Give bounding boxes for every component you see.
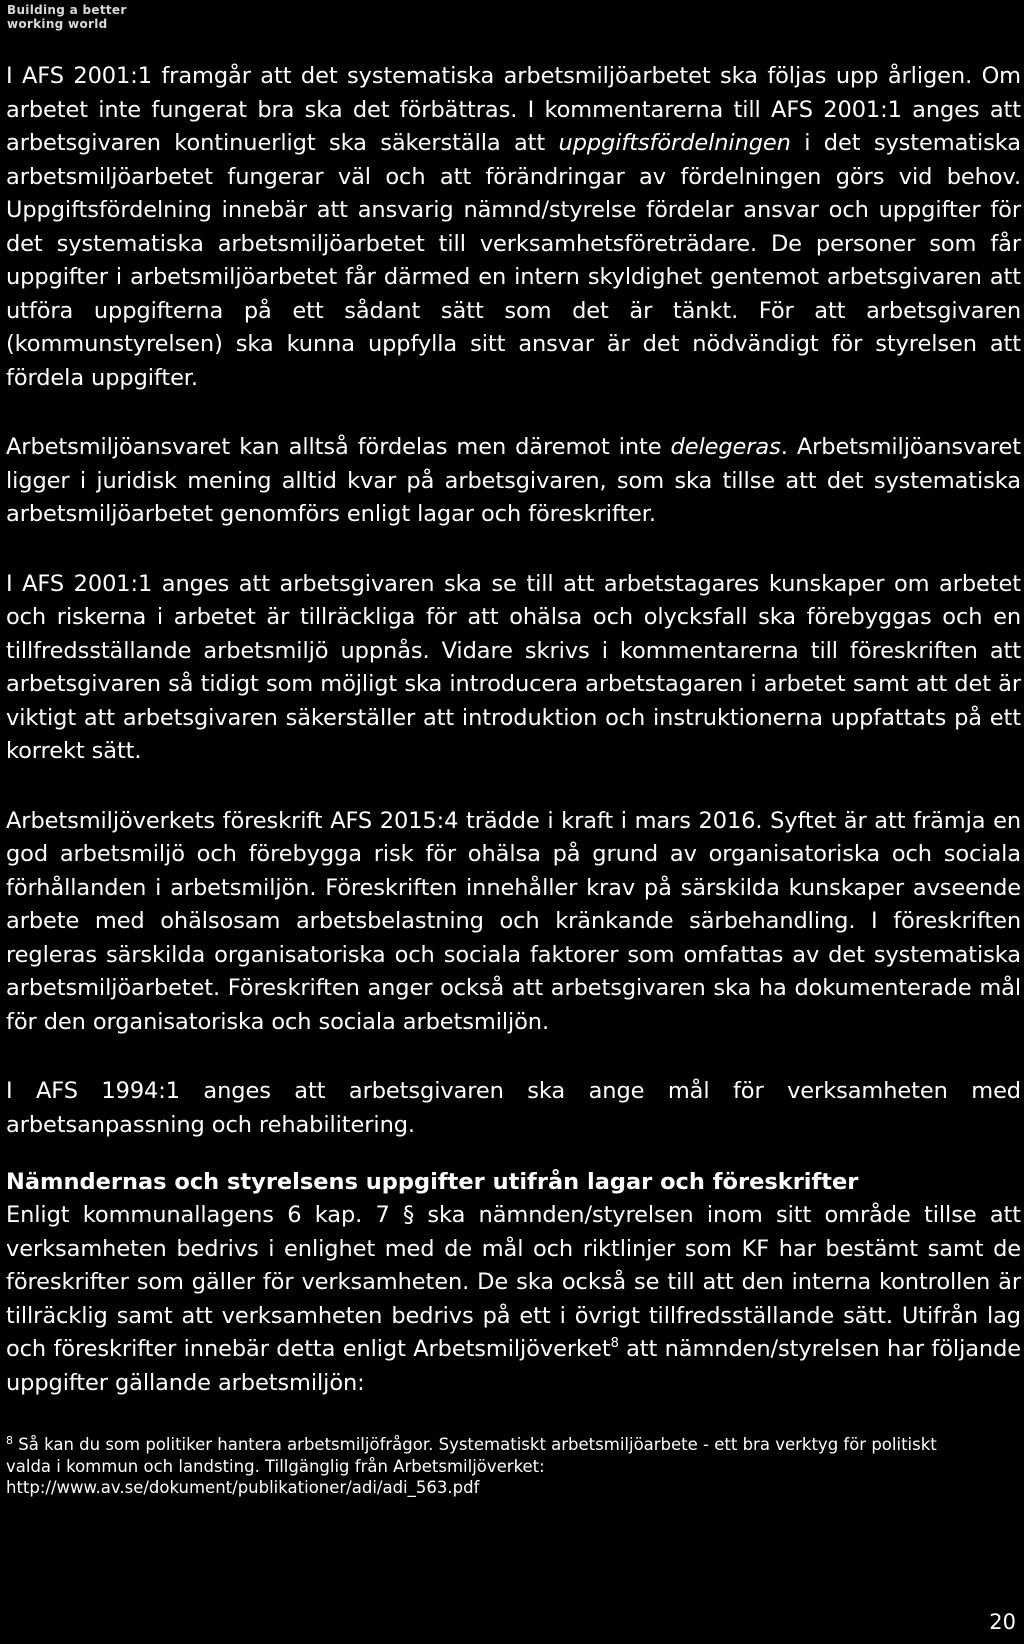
logo bbox=[7, 3, 127, 31]
section-body: Enligt kommunallagens 6 kap. 7 § ska nämnden/styrelsen inom sitt område tillse att verksamheten bedrivs i enlighet med de mål och riktlinjer som KF har bestämt samt de föreskrifter som gäller för verksamheten. De ska också se till att den interna kontrollen är tillräcklig samt att verksamheten bedrivs på ett i övrigt tillfredsställande sätt. Utifrån lag och föreskrifter innebär detta enligt Arbetsmiljöverket$^8$ att nämnden/styrelsen har följande uppgifter gällande arbetsmiljön: bbox=[6, 1202, 1021, 1396]
document-body bbox=[0, 60, 1024, 1400]
page-number: 20 bbox=[989, 1610, 1016, 1634]
emphasis-term: uppgiftsfördelningen bbox=[558, 130, 791, 156]
section-heading: Nämndernas och styrelsens uppgifter utifrån lagar och föreskrifter bbox=[6, 1169, 859, 1195]
paragraph-task-allocation: I AFS 2001:1 framgår att det systematiska arbetsmiljöarbetet ska följas upp årligen. Om arbetet inte fungerat bra ska det förbättras. I kommentarerna till AFS 2001:1 anges att arbetsgivaren kontinuerligt ska säkerställa att uppgiftsfördelningen i det systematiska arbetsmiljöarbetet fungerar väl och att förändringar av fördelningen görs vid behov. Uppgiftsfördelning innebär att ansvarig nämnd/styrelse fördelar ansvar och uppgifter för det systematiska arbetsmiljöarbetet till verksamhetsföreträdare. De personer som får uppgifter i arbetsmiljöarbetet får därmed en intern skyldighet gentemot arbetsgivaren att utföra uppgifterna på ett sådant sätt som det är tänkt. För att arbetsgivaren (kommunstyrelsen) ska kunna uppfylla sitt ansvar är det nödvändigt för styrelsen att fördela uppgifter. bbox=[6, 63, 1021, 391]
footnote bbox=[6, 1434, 946, 1499]
paragraph-afs-1994-1: I AFS 1994:1 anges att arbetsgivaren ska ange mål för verksamheten med arbetsanpassning och rehabilitering. bbox=[6, 1078, 1021, 1138]
paragraph-delegation: Arbetsmiljöansvaret kan alltså fördelas men däremot inte delegeras. Arbetsmiljöansvaret ligger i juridisk mening alltid kvar på arbetsgivaren, som ska tillse att det systematiska arbetsmiljöarbetet genomförs enligt lagar och föreskrifter. bbox=[6, 434, 1022, 527]
paragraph-afs-2015-4: Arbetsmiljöverkets föreskrift AFS 2015:4 trädde i kraft i mars 2016. Syftet är att främja en god arbetsmiljö och förebygga risk för ohälsa på grund av organisatoriska och sociala förhållanden i arbetsmiljön. Föreskriften innehåller krav på särskilda kunskaper avseende arbete med ohälsosam arbetsbelastning och kränkande särbehandling. I föreskriften regleras särskilda organisatoriska och sociala faktorer som omfattas av det systematiska arbetsmiljöarbetet. Föreskriften anger också att arbetsgivaren ska ha dokumenterade mål för den organisatoriska och sociala arbetsmiljön. bbox=[6, 807, 1021, 1035]
emphasis-term: delegeras bbox=[670, 434, 781, 460]
footnote-reference[interactable]: 8 bbox=[610, 1336, 619, 1351]
logo-line-2: working world bbox=[7, 17, 108, 31]
logo-line-1: Building a better bbox=[7, 3, 127, 17]
footnote-text: Så kan du som politiker hantera arbetsmiljöfrågor. Systematiskt arbetsmiljöarbete - ett bra verktyg för politiskt valda i kommun och landsting. Tillgänglig från Arbetsmiljöverket: http://www.av.se/dokument/publikationer/adi/adi_563.pdf bbox=[6, 1435, 937, 1497]
footnote-number: 8 bbox=[6, 1434, 13, 1447]
paragraph-knowledge: I AFS 2001:1 anges att arbetsgivaren ska se till att arbetstagares kunskaper om arbetet och riskerna i arbetet är tillräckliga för att ohälsa och olycksfall ska förebyggas och en tillfredsställande arbetsmiljö uppnås. Vidare skrivs i kommentarerna till föreskriften att arbetsgivaren så tidigt som möjligt ska introducera arbetstagaren i arbetet samt att det är viktigt att arbetsgivaren säkerställer att introduktion och instruktionerna uppfattats på ett korrekt sätt. bbox=[6, 570, 1021, 764]
